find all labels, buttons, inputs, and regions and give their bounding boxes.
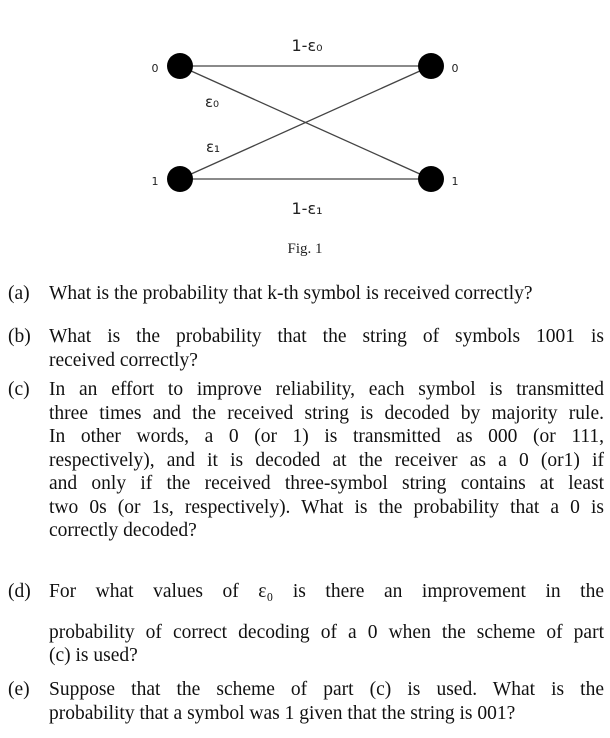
figure-caption: Fig. 1 <box>287 241 323 257</box>
question-line: What is the probability that k-th symbol is received correctly? <box>49 283 533 304</box>
question-line: and only if the received three-symbol string contains at least <box>49 473 604 494</box>
question-text <box>49 378 604 543</box>
question-line: In other words, a 0 (or 1) is transmitted as 000 (or 111, <box>49 426 604 447</box>
question-line: For what values of ε₀ is there an improvement in the <box>49 581 604 602</box>
channel-edges <box>180 66 431 179</box>
input-label-0: 0 <box>151 62 159 75</box>
question-b <box>8 325 604 372</box>
output-label-1: 1 <box>451 175 459 188</box>
output-label-0: 0 <box>451 62 459 75</box>
question-text <box>49 282 604 306</box>
input-node-1 <box>167 166 193 192</box>
edge-label-cross-zero: ε₀ <box>204 93 220 111</box>
question-line: respectively), and it is decoded at the receiver as a 0 (or1) if <box>49 449 604 471</box>
question-d <box>8 580 604 668</box>
question-line: correctly decoded? <box>49 520 197 541</box>
question-line: received correctly? <box>49 349 198 371</box>
question-text <box>49 325 604 372</box>
question-line: In an effort to improve reliability, each symbol is transmitted <box>49 379 604 400</box>
question-tag: (d) <box>8 581 31 602</box>
question-tag: (c) <box>8 379 30 400</box>
question-line: Suppose that the scheme of part (c) is used. What is the <box>49 679 604 700</box>
output-node-0 <box>418 53 444 79</box>
input-node-0 <box>167 53 193 79</box>
question-text <box>49 580 604 668</box>
question-line: (c) is used? <box>49 645 138 666</box>
input-label-1: 1 <box>151 175 159 188</box>
question-a <box>8 282 604 306</box>
binary-channel-diagram <box>0 0 610 270</box>
question-line: probability that a symbol was 1 given that the string is 001? <box>49 702 516 724</box>
question-text <box>49 678 604 725</box>
question-tag: (e) <box>8 679 30 700</box>
question-line: What is the probability that the string of symbols 1001 is <box>49 326 604 347</box>
question-line: two 0s (or 1s, respectively). What is the probability that a 0 is <box>49 496 604 518</box>
edge-label-bottom: 1-ε₁ <box>291 199 323 218</box>
edge-label-cross-one: ε₁ <box>205 138 221 156</box>
question-tag: (b) <box>8 326 31 347</box>
edge-label-top: 1-ε₀ <box>291 36 323 55</box>
question-line: probability of correct decoding of a 0 when the scheme of part <box>49 621 604 643</box>
output-node-1 <box>418 166 444 192</box>
question-line: three times and the received string is decoded by majority rule. <box>49 402 604 424</box>
question-e <box>8 678 604 725</box>
question-tag: (a) <box>8 283 30 304</box>
question-c <box>8 378 604 543</box>
